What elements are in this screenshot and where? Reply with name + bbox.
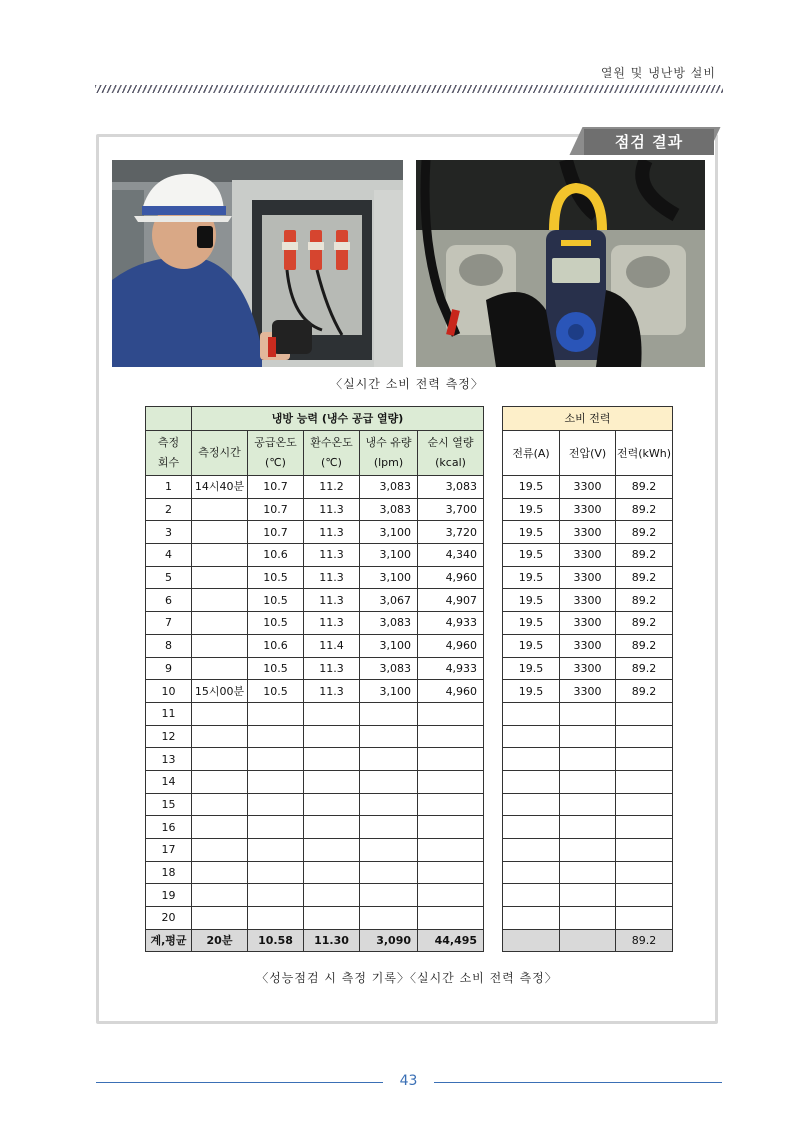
table-cell	[418, 861, 484, 884]
table-cell: 3,100	[360, 544, 418, 567]
table-cell: 89.2	[616, 476, 673, 499]
column-header	[146, 431, 192, 476]
table-cell	[418, 748, 484, 771]
table-cell: 8	[146, 634, 192, 657]
table-cell	[192, 634, 248, 657]
table-row	[146, 476, 484, 499]
total-cell: 계,평균	[146, 929, 192, 952]
column-header: 전압(V)	[560, 431, 616, 476]
table-cell	[560, 861, 616, 884]
table-cell: 3300	[560, 498, 616, 521]
cooling-capacity-table	[145, 406, 484, 952]
table-cell: 89.2	[616, 498, 673, 521]
table-cell: 11.3	[304, 680, 360, 703]
cooling-group-header: 냉방 능력 (냉수 공급 열량)	[192, 407, 484, 431]
table-cell	[360, 793, 418, 816]
column-header-line: 측정시간	[198, 446, 241, 459]
table-row	[503, 702, 673, 725]
table-cell	[248, 702, 304, 725]
table-cell	[360, 816, 418, 839]
table-cell	[248, 748, 304, 771]
column-header-line: 회수	[157, 456, 180, 469]
table-caption: 〈성능점검 시 측정 기록〉〈실시간 소비 전력 측정〉	[256, 971, 558, 985]
table-cell: 11.3	[304, 657, 360, 680]
table-cell	[616, 884, 673, 907]
table-row	[146, 657, 484, 680]
table-cell	[192, 884, 248, 907]
table-cell: 3300	[560, 634, 616, 657]
table-cell: 19.5	[503, 476, 560, 499]
table-row	[503, 884, 673, 907]
table-cell	[248, 907, 304, 930]
table-cell: 89.2	[616, 657, 673, 680]
table-cell	[192, 544, 248, 567]
table-cell	[248, 861, 304, 884]
table-cell	[192, 521, 248, 544]
column-header-line: (℃)	[321, 456, 342, 469]
table-cell	[616, 907, 673, 930]
table-cell: 7	[146, 612, 192, 635]
table-cell: 3,067	[360, 589, 418, 612]
table-cell: 10.5	[248, 657, 304, 680]
table-cell	[304, 748, 360, 771]
table-cell	[192, 589, 248, 612]
total-cell	[503, 929, 560, 952]
table-cell	[616, 748, 673, 771]
table-cell: 11	[146, 702, 192, 725]
table-cell	[418, 770, 484, 793]
column-header	[418, 431, 484, 476]
table-cell: 89.2	[616, 544, 673, 567]
table-row	[503, 566, 673, 589]
table-row	[146, 929, 484, 952]
table-cell	[192, 748, 248, 771]
column-header	[360, 431, 418, 476]
table-row	[503, 929, 673, 952]
table-cell: 11.3	[304, 521, 360, 544]
total-cell: 3,090	[360, 929, 418, 952]
power-group-header: 소비 전력	[503, 407, 673, 431]
column-header-line: 냉수 유량	[365, 436, 412, 449]
table-cell: 3,720	[418, 521, 484, 544]
column-header-line: 환수온도	[310, 436, 353, 449]
table-cell: 20	[146, 907, 192, 930]
table-row	[146, 861, 484, 884]
table-row	[146, 521, 484, 544]
total-cell: 44,495	[418, 929, 484, 952]
footer-divider-left	[96, 1082, 383, 1083]
table-row	[503, 498, 673, 521]
panel-tab: 점검 결과	[584, 129, 714, 155]
table-cell: 3,083	[360, 498, 418, 521]
table-cell: 4,340	[418, 544, 484, 567]
table-cell: 11.4	[304, 634, 360, 657]
table-cell: 6	[146, 589, 192, 612]
table-cell: 4,933	[418, 612, 484, 635]
table-cell	[418, 839, 484, 862]
table-cell: 19.5	[503, 589, 560, 612]
table-cell: 10	[146, 680, 192, 703]
table-row	[146, 816, 484, 839]
table-cell: 14	[146, 770, 192, 793]
table-cell	[192, 907, 248, 930]
total-cell: 89.2	[616, 929, 673, 952]
table-cell	[192, 725, 248, 748]
table-row	[146, 612, 484, 635]
column-header	[304, 431, 360, 476]
column-header-line: (℃)	[265, 456, 286, 469]
table-cell: 4,933	[418, 657, 484, 680]
table-cell: 3,100	[360, 680, 418, 703]
table-cell: 89.2	[616, 680, 673, 703]
table-row	[503, 589, 673, 612]
table-cell: 15시00분	[192, 680, 248, 703]
table-cell: 17	[146, 839, 192, 862]
table-cell	[418, 816, 484, 839]
photo-worker-measuring	[112, 160, 403, 367]
table-cell	[503, 725, 560, 748]
table-row	[503, 680, 673, 703]
table-cell	[503, 907, 560, 930]
table-cell: 4,960	[418, 680, 484, 703]
table-row	[146, 634, 484, 657]
table-cell: 10.7	[248, 498, 304, 521]
table-cell	[616, 839, 673, 862]
table-row	[146, 884, 484, 907]
table-cell: 89.2	[616, 521, 673, 544]
table-cell: 19	[146, 884, 192, 907]
table-cell: 19.5	[503, 566, 560, 589]
table-cell	[503, 816, 560, 839]
table-cell	[304, 884, 360, 907]
table-row	[503, 521, 673, 544]
table-cell: 15	[146, 793, 192, 816]
table-cell	[560, 907, 616, 930]
column-header	[192, 431, 248, 476]
table-cell	[418, 907, 484, 930]
column-header-line: 공급온도	[254, 436, 297, 449]
table-cell: 10.7	[248, 476, 304, 499]
table-cell	[360, 725, 418, 748]
power-consumption-table	[502, 406, 673, 952]
table-cell: 4,907	[418, 589, 484, 612]
column-header-line: 측정	[157, 436, 180, 449]
table-cell: 3,100	[360, 634, 418, 657]
table-cell: 18	[146, 861, 192, 884]
table-row	[503, 725, 673, 748]
table-cell	[560, 702, 616, 725]
table-cell	[192, 793, 248, 816]
table-cell: 3,100	[360, 521, 418, 544]
table-cell	[304, 725, 360, 748]
table-cell: 3	[146, 521, 192, 544]
table-cell	[304, 770, 360, 793]
header-hatch-divider	[95, 85, 723, 93]
section-title: 열원 및 냉난방 설비	[600, 66, 716, 80]
table-cell: 3300	[560, 589, 616, 612]
table-cell: 5	[146, 566, 192, 589]
table-row	[503, 839, 673, 862]
table-cell: 89.2	[616, 589, 673, 612]
table-cell: 11.3	[304, 544, 360, 567]
table-cell	[418, 702, 484, 725]
table-cell	[503, 884, 560, 907]
table-cell	[560, 748, 616, 771]
table-cell	[560, 793, 616, 816]
table-cell: 3300	[560, 566, 616, 589]
table-row	[503, 544, 673, 567]
table-cell	[360, 702, 418, 725]
table-cell	[304, 907, 360, 930]
table-cell: 3300	[560, 521, 616, 544]
table-cell	[503, 861, 560, 884]
table-cell: 19.5	[503, 544, 560, 567]
table-cell	[248, 725, 304, 748]
table-row	[503, 431, 673, 476]
table-row	[503, 816, 673, 839]
table-cell	[192, 702, 248, 725]
table-cell: 1	[146, 476, 192, 499]
table-cell	[503, 839, 560, 862]
table-cell	[418, 884, 484, 907]
table-cell	[248, 884, 304, 907]
table-cell: 19.5	[503, 612, 560, 635]
table-cell	[616, 816, 673, 839]
column-header	[248, 431, 304, 476]
table-cell	[192, 770, 248, 793]
table-cell	[248, 770, 304, 793]
table-cell	[304, 861, 360, 884]
table-row	[146, 702, 484, 725]
column-header: 전류(A)	[503, 431, 560, 476]
table-cell: 89.2	[616, 566, 673, 589]
table-cell	[560, 770, 616, 793]
table-cell	[503, 748, 560, 771]
table-cell: 3,083	[360, 612, 418, 635]
table-cell: 4,960	[418, 566, 484, 589]
table-cell	[503, 770, 560, 793]
table-cell	[503, 702, 560, 725]
table-cell: 4	[146, 544, 192, 567]
table-cell: 3,083	[360, 476, 418, 499]
table-cell: 10.5	[248, 612, 304, 635]
table-row	[146, 680, 484, 703]
page-number: 43	[399, 1073, 418, 1089]
photo-caption: 〈실시간 소비 전력 측정〉	[330, 377, 484, 391]
table-cell	[616, 702, 673, 725]
table-cell	[560, 884, 616, 907]
table-row	[503, 612, 673, 635]
table-cell: 3300	[560, 657, 616, 680]
table-cell	[560, 725, 616, 748]
table-row	[146, 748, 484, 771]
table-cell	[616, 770, 673, 793]
table-cell: 11.3	[304, 566, 360, 589]
table-cell: 3,083	[418, 476, 484, 499]
table-cell	[616, 861, 673, 884]
table-cell: 3300	[560, 680, 616, 703]
table-cell	[192, 498, 248, 521]
table-cell	[304, 816, 360, 839]
table-cell: 3300	[560, 612, 616, 635]
table-row	[503, 407, 673, 431]
table-cell: 89.2	[616, 634, 673, 657]
table-cell: 3,700	[418, 498, 484, 521]
table-cell: 11.2	[304, 476, 360, 499]
column-header-line: (kcal)	[435, 456, 466, 469]
table-cell: 10.6	[248, 634, 304, 657]
table-row	[146, 589, 484, 612]
table-row	[146, 839, 484, 862]
table-row	[146, 793, 484, 816]
table-cell	[560, 839, 616, 862]
total-cell: 11.30	[304, 929, 360, 952]
table-cell: 3300	[560, 544, 616, 567]
table-cell: 11.3	[304, 498, 360, 521]
table-row	[146, 544, 484, 567]
header-blank	[146, 407, 192, 431]
table-cell: 14시40분	[192, 476, 248, 499]
table-cell: 12	[146, 725, 192, 748]
total-cell: 20분	[192, 929, 248, 952]
table-cell	[304, 793, 360, 816]
table-row	[146, 566, 484, 589]
table-row	[503, 657, 673, 680]
table-cell: 10.5	[248, 589, 304, 612]
table-row	[503, 476, 673, 499]
table-cell	[248, 816, 304, 839]
table-cell: 10.5	[248, 566, 304, 589]
table-row	[503, 634, 673, 657]
table-cell: 9	[146, 657, 192, 680]
table-cell	[192, 861, 248, 884]
table-cell	[560, 816, 616, 839]
table-cell: 2	[146, 498, 192, 521]
total-cell: 10.58	[248, 929, 304, 952]
table-cell	[360, 907, 418, 930]
table-cell: 19.5	[503, 680, 560, 703]
table-row	[503, 861, 673, 884]
table-cell: 19.5	[503, 521, 560, 544]
table-cell: 19.5	[503, 498, 560, 521]
table-row	[503, 770, 673, 793]
table-cell	[192, 612, 248, 635]
table-cell	[360, 839, 418, 862]
table-cell	[616, 793, 673, 816]
column-header-line: 순시 열량	[427, 436, 474, 449]
table-cell: 3,083	[360, 657, 418, 680]
table-cell	[360, 748, 418, 771]
total-cell	[560, 929, 616, 952]
table-cell	[192, 839, 248, 862]
table-cell: 3,100	[360, 566, 418, 589]
table-cell: 10.7	[248, 521, 304, 544]
table-row	[146, 407, 484, 431]
table-row	[503, 907, 673, 930]
table-cell: 19.5	[503, 657, 560, 680]
table-cell	[248, 839, 304, 862]
table-row	[146, 431, 484, 476]
table-cell	[616, 725, 673, 748]
table-row	[503, 748, 673, 771]
table-row	[503, 793, 673, 816]
table-cell	[304, 839, 360, 862]
table-cell	[360, 861, 418, 884]
table-cell	[248, 793, 304, 816]
footer-divider-right	[434, 1082, 722, 1083]
table-row	[146, 770, 484, 793]
table-cell: 3300	[560, 476, 616, 499]
table-cell	[304, 702, 360, 725]
table-cell	[192, 657, 248, 680]
table-cell	[503, 793, 560, 816]
table-row	[146, 907, 484, 930]
column-header-line: (lpm)	[373, 456, 404, 469]
table-cell: 89.2	[616, 612, 673, 635]
table-cell: 11.3	[304, 612, 360, 635]
table-cell: 10.5	[248, 680, 304, 703]
table-cell	[360, 884, 418, 907]
table-cell: 19.5	[503, 634, 560, 657]
table-cell	[192, 816, 248, 839]
table-cell	[192, 566, 248, 589]
table-row	[146, 498, 484, 521]
table-cell	[360, 770, 418, 793]
table-cell	[418, 725, 484, 748]
table-row	[146, 725, 484, 748]
column-header: 전력(kWh)	[616, 431, 673, 476]
photo-clamp-meter	[416, 160, 705, 367]
table-cell: 11.3	[304, 589, 360, 612]
table-cell	[418, 793, 484, 816]
table-cell: 4,960	[418, 634, 484, 657]
table-cell: 10.6	[248, 544, 304, 567]
table-cell: 16	[146, 816, 192, 839]
table-cell: 13	[146, 748, 192, 771]
